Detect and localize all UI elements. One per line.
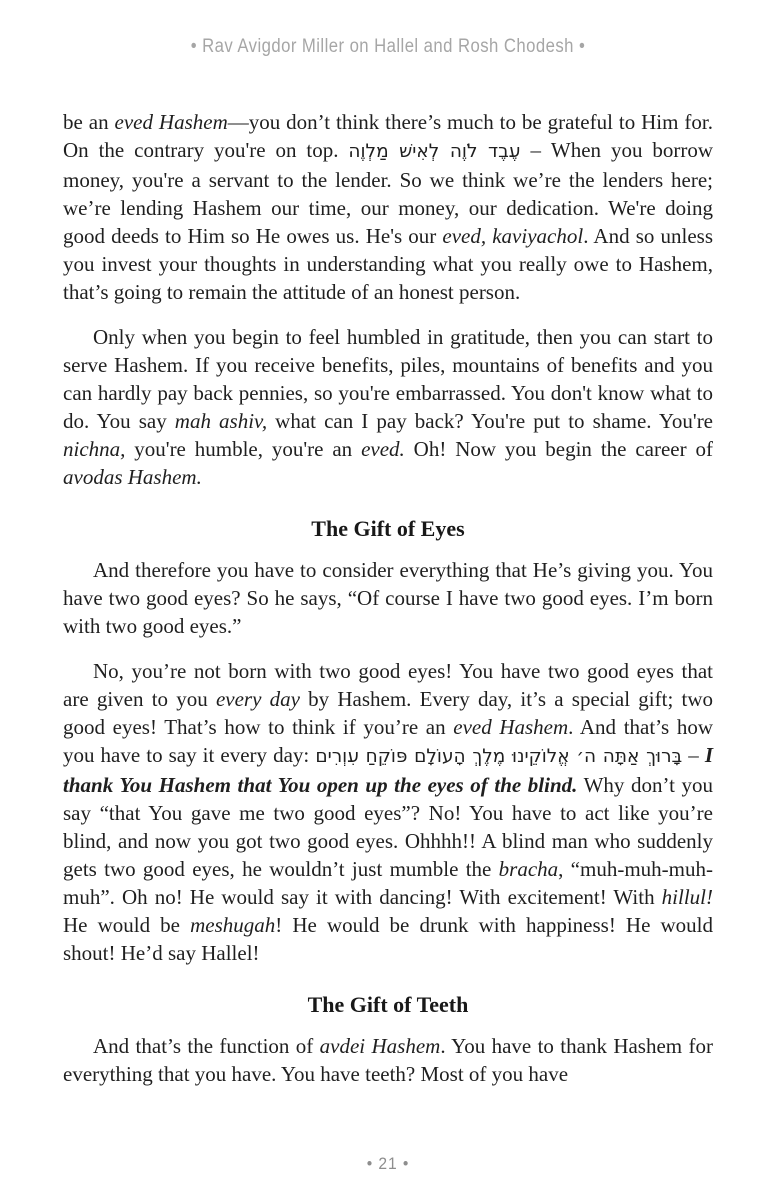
- text-segment: Oh! Now you begin the career of: [404, 437, 713, 461]
- text-segment: eved Hashem: [453, 715, 569, 739]
- text-segment: by Hashem. Every day, it’s a special gift; two good eyes! That’s how to think if you’re an: [63, 687, 713, 739]
- text-segment: you're humble, you're an: [125, 437, 362, 461]
- page-number: • 21 •: [366, 1154, 410, 1173]
- text-segment: – When you borrow money, you're a servant to the lender. So we think we’re the lenders here; we’re lending Hashem our time, our money, our dedication. We're doing good deeds to Him so He owes us. He's our: [63, 138, 714, 248]
- paragraph: [63, 323, 713, 491]
- text-segment: eved.: [361, 437, 405, 461]
- text-segment: —you don’t think there’s much to be grateful to Him for. On the contrary you're on top.: [63, 110, 713, 162]
- text-segment: hillul!: [661, 885, 713, 909]
- text-segment: what can I pay back? You're put to shame. You're: [267, 409, 714, 433]
- text-segment: And that’s the function of: [93, 1034, 320, 1058]
- paragraph: [63, 108, 713, 306]
- text-segment: be an: [63, 110, 115, 134]
- text-segment: No, you’re not born with two good eyes! You have two good eyes that are given to you: [63, 659, 713, 711]
- text-segment: . You have to thank Hashem for everything that you have. You have teeth? Most of you have: [63, 1034, 713, 1086]
- text-segment: eved, kaviyachol: [442, 224, 584, 248]
- text-segment: . And so unless you invest your thoughts in understanding what you really owe to Hashem, that’s going to remain the attitude of an honest person.: [63, 224, 713, 304]
- text-segment: . And that’s how you have to say it every day:: [63, 715, 713, 767]
- text-segment: avodas Hashem.: [63, 465, 202, 489]
- text-segment: mah ashiv,: [174, 409, 268, 433]
- paragraph: [63, 1032, 713, 1088]
- text-segment: avdei Hashem: [319, 1034, 441, 1058]
- text-segment: meshugah: [190, 913, 276, 937]
- section-heading: The Gift of Teeth: [307, 992, 469, 1017]
- running-header: • Rav Avigdor Miller on Hallel and Rosh Chodesh •: [190, 36, 586, 57]
- text-segment: nichna,: [63, 437, 126, 461]
- text-segment: every day: [215, 687, 300, 711]
- paragraph: [63, 556, 713, 640]
- text-segment: I thank You Hashem that You open up the eyes of the blind.: [63, 743, 714, 797]
- page-body: [63, 108, 713, 1105]
- text-segment: bracha: [498, 857, 559, 881]
- text-segment: He would be: [63, 913, 191, 937]
- section-heading: The Gift of Eyes: [311, 516, 465, 541]
- text-segment: Why don’t you say “that You gave me two good eyes”? No! You have to act like you’re blind, and now you got two good eyes. Ohhhh!! A blind man who suddenly gets two good eyes, he wouldn’t just mumble the: [63, 773, 714, 881]
- text-segment: eved Hashem: [114, 110, 228, 134]
- text-segment: Only when you begin to feel humbled in gratitude, then you can start to serve Hashem. If you receive benefits, piles, mountains of benefits and you can hardly pay back pennies, so you're embarrassed. You don't know what to do. You say: [63, 325, 713, 433]
- paragraph: [63, 657, 713, 967]
- hebrew-text: עֶבֶד לֹוֶה לְאִישׁ מַלְוֶה: [348, 141, 521, 162]
- hebrew-text: בָּרוּךְ אַתָּה ה׳ אֱלוֹקֵינוּ מֶלֶךְ הָעוֹלָם פּוֹקֵחַ עִוְרִים: [315, 746, 683, 767]
- text-segment: ! He would be drunk with happiness! He would shout! He’d say Hallel!: [63, 913, 713, 965]
- text-segment: , “muh-muh-muh-muh”. Oh no! He would say it with dancing! With excitement! With: [63, 857, 713, 909]
- text-segment: And therefore you have to consider everything that He’s giving you. You have two good eyes? So he says, “Of course I have two good eyes. I’m born with two good eyes.”: [63, 558, 713, 638]
- text-segment: –: [682, 743, 705, 767]
